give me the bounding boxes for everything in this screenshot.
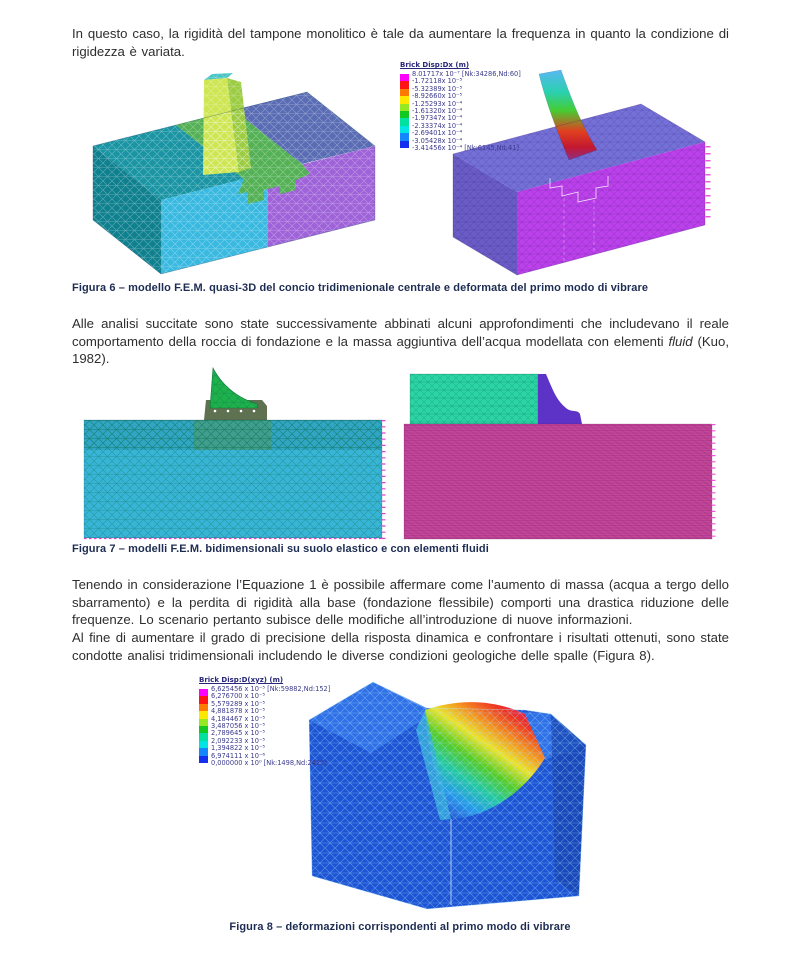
- legend-value: -1.25293x 10⁻⁴: [412, 99, 463, 108]
- colorbar-segment: [400, 89, 409, 96]
- colorbar-segment: [199, 741, 208, 748]
- fig6-legend: [400, 61, 521, 152]
- paragraph-2-part2: (Kuo, 1982).: [72, 333, 729, 367]
- fig8-legend-values: [211, 686, 330, 767]
- legend-value: 2,092233 x 10⁻⁵: [211, 736, 266, 745]
- colorbar-segment: [400, 118, 409, 125]
- legend-value: 2,789645 x 10⁻⁵: [211, 729, 266, 738]
- legend-value: 6,974111 x 10⁻⁶: [211, 751, 266, 760]
- legend-value: 3,487056 x 10⁻⁵: [211, 721, 266, 730]
- legend-value: 6,276700 x 10⁻⁵: [211, 692, 266, 701]
- fig8-colorbar: [199, 689, 208, 767]
- legend-value: -3.05428x 10⁻⁴: [412, 136, 463, 145]
- figure7-right-image: [400, 362, 732, 542]
- legend-value: 8.01717x 10⁻⁷ [Nk:34286,Nd:60]: [412, 70, 521, 78]
- colorbar-segment: [400, 81, 409, 88]
- colorbar-segment: [199, 756, 208, 763]
- colorbar-segment: [400, 111, 409, 118]
- fem-block-3d: [93, 73, 375, 274]
- legend-value: -5.32389x 10⁻⁵: [412, 84, 463, 93]
- dam-cross-section: [538, 374, 582, 424]
- legend-value: -8.92660x 10⁻⁵: [412, 92, 463, 101]
- legend-value: -1.72118x 10⁻⁵: [412, 77, 463, 86]
- fig8-legend: [199, 676, 330, 767]
- figure7-left-image: [76, 362, 396, 542]
- legend-value: -2.33374x 10⁻⁴: [412, 121, 463, 130]
- colorbar-segment: [400, 96, 409, 103]
- fig6-colorbar: [400, 74, 409, 152]
- colorbar-segment: [400, 133, 409, 140]
- paragraph-2-part1: Alle analisi succitate sono state successivamente abbinati alcuni approfondimenti che includevano il reale comportamento della roccia di fondazione e la massa aggiuntiva dell’acqua modellata con elementi: [72, 316, 729, 349]
- paragraph-2-text: [72, 315, 729, 368]
- paragraph-3-text-b: Al fine di aumentare il grado di precisione della risposta dinamica e confrontare i risultati ottenuti, sono state condotte analisi tridimensionali includendo le diverse condizioni geologiche delle spalle (Figura 8).: [72, 630, 729, 663]
- colorbar-segment: [199, 733, 208, 740]
- figure6-caption: Figura 6 – modello F.E.M. quasi-3D del concio tridimenionale centrale e deformata del primo modo di vibrare: [72, 282, 649, 294]
- colorbar-segment: [400, 126, 409, 133]
- paragraph-3: [72, 576, 729, 665]
- fem-2d-fluid-elements: [404, 374, 714, 539]
- paragraph-3-text-a: Tenendo in considerazione l’Equazione 1 è possibile affermare come l’aumento di massa (acqua a tergo dello sbarramento) e la perdita di rigidità alla base (fondazione flessibile) comporti una drastica riduzione delle frequenze. Lo scenario pertanto subisce delle modifiche all’introduzione di nuove informazioni.: [72, 577, 729, 628]
- fig6-legend-values: [412, 71, 521, 152]
- fem-3d-valley-block: [309, 682, 586, 909]
- colorbar-segment: [199, 696, 208, 703]
- legend-value: 4,881878 x 10⁻⁵: [211, 707, 266, 716]
- legend-value: 1,394822 x 10⁻⁵: [211, 744, 266, 753]
- paragraph-1: [72, 25, 729, 60]
- legend-value: -3.41456x 10⁻⁴ [Nk:6145,Nd:41]: [412, 143, 519, 152]
- legend-value: 4,184467 x 10⁻⁵: [211, 714, 266, 723]
- colorbar-segment: [199, 748, 208, 755]
- paragraph-2-italic: fluid: [668, 333, 693, 349]
- colorbar-segment: [400, 74, 409, 81]
- colorbar-segment: [400, 141, 409, 148]
- legend-value: -2.69401x 10⁻⁴: [412, 129, 463, 138]
- colorbar-segment: [199, 719, 208, 726]
- fig8-legend-title: Brick Disp:D(xyz) (m): [199, 676, 284, 684]
- colorbar-segment: [400, 104, 409, 111]
- colorbar-segment: [199, 711, 208, 718]
- fem-2d-elastic-soil: [84, 368, 384, 539]
- colorbar-segment: [199, 726, 208, 733]
- figure7-caption: Figura 7 – modelli F.E.M. bidimensionali su suolo elastico e con elementi fluidi: [72, 543, 489, 555]
- legend-value: 5,579289 x 10⁻⁵: [211, 699, 266, 708]
- colorbar-segment: [199, 689, 208, 696]
- legend-value: -1.97347x 10⁻⁴: [412, 114, 463, 123]
- paragraph-1-text: In questo caso, la rigidità del tampone monolitico è tale da aumentare la frequenza in quanto la condizione di rigidezza è variata.: [72, 26, 729, 59]
- fig6-legend-title: Brick Disp:Dx (m): [400, 61, 470, 69]
- paragraph-2: [72, 315, 729, 368]
- figure6-left-image: [76, 64, 406, 280]
- figure8-caption: Figura 8 – deformazioni corrispondenti al primo modo di vibrare: [229, 921, 571, 933]
- colorbar-segment: [199, 704, 208, 711]
- legend-value: 6,625456 x 10⁻⁵ [Nk:59882,Nd:152]: [211, 685, 331, 693]
- legend-value: -1.61320x 10⁻⁴: [412, 106, 463, 115]
- legend-value: 0,000000 x 10⁰ [Nk:1498,Nd:2425]: [211, 758, 327, 767]
